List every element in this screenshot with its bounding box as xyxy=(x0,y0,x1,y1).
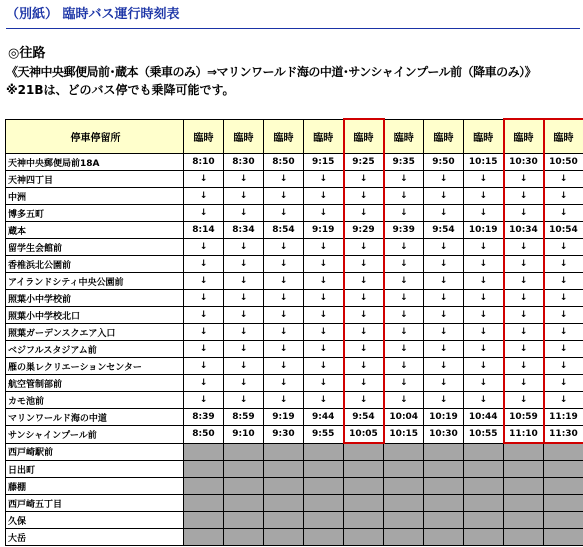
empty-cell xyxy=(344,443,384,461)
empty-cell xyxy=(464,529,504,546)
table-row xyxy=(6,307,583,324)
empty-cell xyxy=(544,529,583,546)
empty-cell xyxy=(424,495,464,512)
pass-arrow: ↓ xyxy=(184,205,224,222)
stop-name: サンシャインプール前 xyxy=(6,426,184,444)
empty-cell xyxy=(344,461,384,478)
pass-arrow: ↓ xyxy=(344,188,384,205)
pass-arrow: ↓ xyxy=(424,205,464,222)
stop-name: アイランドシティ中央公園前 xyxy=(6,273,184,290)
stop-name: 西戸崎五丁目 xyxy=(6,495,184,512)
pass-arrow: ↓ xyxy=(344,273,384,290)
departure-time: 10:30 xyxy=(424,426,464,444)
pass-arrow: ↓ xyxy=(224,273,264,290)
pass-arrow: ↓ xyxy=(224,171,264,188)
pass-arrow: ↓ xyxy=(304,273,344,290)
departure-time: 9:55 xyxy=(304,426,344,444)
stop-name: 照葉小中学校北口 xyxy=(6,307,184,324)
pass-arrow: ↓ xyxy=(304,307,344,324)
header-trip-9: 臨時 xyxy=(504,119,544,154)
pass-arrow: ↓ xyxy=(544,341,583,358)
stop-name: 雁の巣レクリエーションセンター xyxy=(6,358,184,375)
empty-cell xyxy=(304,495,344,512)
pass-arrow: ↓ xyxy=(344,341,384,358)
pass-arrow: ↓ xyxy=(544,290,583,307)
pass-arrow: ↓ xyxy=(344,171,384,188)
pass-arrow: ↓ xyxy=(544,205,583,222)
pass-arrow: ↓ xyxy=(264,256,304,273)
pass-arrow: ↓ xyxy=(504,307,544,324)
empty-cell xyxy=(544,495,583,512)
departure-time: 8:39 xyxy=(184,409,224,426)
pass-arrow: ↓ xyxy=(304,205,344,222)
pass-arrow: ↓ xyxy=(344,239,384,256)
empty-cell xyxy=(464,478,504,495)
pass-arrow: ↓ xyxy=(224,307,264,324)
pass-arrow: ↓ xyxy=(184,171,224,188)
empty-cell xyxy=(184,443,224,461)
empty-cell xyxy=(424,461,464,478)
pass-arrow: ↓ xyxy=(224,358,264,375)
pass-arrow: ↓ xyxy=(504,341,544,358)
stop-name: 照葉ガーデンスクエア入口 xyxy=(6,324,184,341)
empty-cell xyxy=(504,495,544,512)
empty-cell xyxy=(264,478,304,495)
pass-arrow: ↓ xyxy=(504,188,544,205)
departure-time: 11:30 xyxy=(544,426,583,444)
stop-name: 西戸崎駅前 xyxy=(6,443,184,461)
header-row xyxy=(6,119,583,154)
table-row xyxy=(6,290,583,307)
pass-arrow: ↓ xyxy=(424,392,464,409)
empty-cell xyxy=(544,512,583,529)
pass-arrow: ↓ xyxy=(344,307,384,324)
empty-cell xyxy=(184,461,224,478)
departure-time: 8:54 xyxy=(264,222,304,239)
table-row xyxy=(6,239,583,256)
pass-arrow: ↓ xyxy=(424,188,464,205)
pass-arrow: ↓ xyxy=(304,290,344,307)
pass-arrow: ↓ xyxy=(264,341,304,358)
pass-arrow: ↓ xyxy=(464,256,504,273)
empty-cell xyxy=(464,443,504,461)
empty-cell xyxy=(504,512,544,529)
empty-cell xyxy=(424,443,464,461)
pass-arrow: ↓ xyxy=(344,290,384,307)
departure-time: 9:30 xyxy=(264,426,304,444)
pass-arrow: ↓ xyxy=(504,358,544,375)
pass-arrow: ↓ xyxy=(464,358,504,375)
pass-arrow: ↓ xyxy=(184,341,224,358)
empty-cell xyxy=(184,495,224,512)
table-row xyxy=(6,478,583,495)
departure-time: 10:19 xyxy=(424,409,464,426)
pass-arrow: ↓ xyxy=(384,324,424,341)
departure-time: 9:29 xyxy=(344,222,384,239)
empty-cell xyxy=(264,512,304,529)
pass-arrow: ↓ xyxy=(384,256,424,273)
empty-cell xyxy=(184,529,224,546)
stop-name: 天神中央郵便局前18A xyxy=(6,154,184,171)
empty-cell xyxy=(344,478,384,495)
pass-arrow: ↓ xyxy=(384,290,424,307)
document-title: （別紙） 臨時バス運行時刻表 xyxy=(6,4,580,29)
pass-arrow: ↓ xyxy=(304,171,344,188)
pass-arrow: ↓ xyxy=(344,358,384,375)
pass-arrow: ↓ xyxy=(544,375,583,392)
empty-cell xyxy=(544,461,583,478)
departure-time: 9:25 xyxy=(344,154,384,171)
pass-arrow: ↓ xyxy=(464,273,504,290)
table-row xyxy=(6,256,583,273)
pass-arrow: ↓ xyxy=(224,205,264,222)
pass-arrow: ↓ xyxy=(504,205,544,222)
header-trip-7: 臨時 xyxy=(424,119,464,154)
departure-time: 10:55 xyxy=(464,426,504,444)
departure-time: 8:30 xyxy=(224,154,264,171)
departure-time: 10:50 xyxy=(544,154,583,171)
pass-arrow: ↓ xyxy=(384,239,424,256)
departure-time: 8:34 xyxy=(224,222,264,239)
pass-arrow: ↓ xyxy=(264,375,304,392)
pass-arrow: ↓ xyxy=(544,171,583,188)
pass-arrow: ↓ xyxy=(304,188,344,205)
pass-arrow: ↓ xyxy=(344,375,384,392)
empty-cell xyxy=(184,512,224,529)
empty-cell xyxy=(304,512,344,529)
stop-name: 香椎浜北公園前 xyxy=(6,256,184,273)
stop-name: 蔵本 xyxy=(6,222,184,239)
table-row xyxy=(6,358,583,375)
table-row xyxy=(6,426,583,444)
stop-name: カモ池前 xyxy=(6,392,184,409)
departure-time: 8:59 xyxy=(224,409,264,426)
pass-arrow: ↓ xyxy=(464,239,504,256)
pass-arrow: ↓ xyxy=(264,290,304,307)
stop-name: 照葉小中学校前 xyxy=(6,290,184,307)
pass-arrow: ↓ xyxy=(464,324,504,341)
empty-cell xyxy=(264,529,304,546)
pass-arrow: ↓ xyxy=(464,171,504,188)
pass-arrow: ↓ xyxy=(504,171,544,188)
pass-arrow: ↓ xyxy=(184,239,224,256)
stop-name: 藤棚 xyxy=(6,478,184,495)
header-trip-6: 臨時 xyxy=(384,119,424,154)
departure-time: 8:10 xyxy=(184,154,224,171)
departure-time: 10:05 xyxy=(344,426,384,444)
pass-arrow: ↓ xyxy=(344,324,384,341)
pass-arrow: ↓ xyxy=(384,273,424,290)
pass-arrow: ↓ xyxy=(504,239,544,256)
pass-arrow: ↓ xyxy=(384,205,424,222)
pass-arrow: ↓ xyxy=(344,205,384,222)
pass-arrow: ↓ xyxy=(264,324,304,341)
pass-arrow: ↓ xyxy=(384,171,424,188)
empty-cell xyxy=(384,512,424,529)
stop-name: マリンワールド海の中道 xyxy=(6,409,184,426)
pass-arrow: ↓ xyxy=(544,256,583,273)
empty-cell xyxy=(424,478,464,495)
table-row xyxy=(6,461,583,478)
empty-cell xyxy=(544,443,583,461)
pass-arrow: ↓ xyxy=(264,392,304,409)
pass-arrow: ↓ xyxy=(384,307,424,324)
pass-arrow: ↓ xyxy=(424,290,464,307)
pass-arrow: ↓ xyxy=(504,324,544,341)
departure-time: 9:44 xyxy=(304,409,344,426)
route-label: ◎往路 xyxy=(8,46,46,61)
empty-cell xyxy=(424,529,464,546)
empty-cell xyxy=(504,478,544,495)
header-trip-10: 臨時 xyxy=(544,119,583,154)
empty-cell xyxy=(464,461,504,478)
empty-cell xyxy=(424,512,464,529)
departure-time: 10:44 xyxy=(464,409,504,426)
stop-name: ベジフルスタジアム前 xyxy=(6,341,184,358)
departure-time: 10:15 xyxy=(384,426,424,444)
table-row xyxy=(6,512,583,529)
empty-cell xyxy=(344,495,384,512)
pass-arrow: ↓ xyxy=(224,290,264,307)
pass-arrow: ↓ xyxy=(464,341,504,358)
pass-arrow: ↓ xyxy=(224,341,264,358)
pass-arrow: ↓ xyxy=(264,171,304,188)
stop-name: 大岳 xyxy=(6,529,184,546)
table-row xyxy=(6,222,583,239)
header-trip-4: 臨時 xyxy=(304,119,344,154)
pass-arrow: ↓ xyxy=(264,205,304,222)
table-row xyxy=(6,392,583,409)
empty-cell xyxy=(464,495,504,512)
pass-arrow: ↓ xyxy=(424,239,464,256)
departure-time: 11:19 xyxy=(544,409,583,426)
table-row xyxy=(6,324,583,341)
empty-cell xyxy=(344,512,384,529)
pass-arrow: ↓ xyxy=(264,307,304,324)
empty-cell xyxy=(224,478,264,495)
pass-arrow: ↓ xyxy=(224,239,264,256)
pass-arrow: ↓ xyxy=(424,307,464,324)
pass-arrow: ↓ xyxy=(184,392,224,409)
pass-arrow: ↓ xyxy=(464,290,504,307)
empty-cell xyxy=(224,461,264,478)
pass-arrow: ↓ xyxy=(544,392,583,409)
pass-arrow: ↓ xyxy=(464,375,504,392)
pass-arrow: ↓ xyxy=(504,375,544,392)
table-row xyxy=(6,341,583,358)
pass-arrow: ↓ xyxy=(264,273,304,290)
departure-time: 9:35 xyxy=(384,154,424,171)
pass-arrow: ↓ xyxy=(544,273,583,290)
stop-name: 留学生会館前 xyxy=(6,239,184,256)
pass-arrow: ↓ xyxy=(184,324,224,341)
table-row xyxy=(6,529,583,546)
pass-arrow: ↓ xyxy=(384,358,424,375)
empty-cell xyxy=(224,443,264,461)
route-note: ※21Bは、どのバス停でも乗降可能です。 xyxy=(6,83,235,97)
departure-time: 9:19 xyxy=(304,222,344,239)
departure-time: 10:59 xyxy=(504,409,544,426)
empty-cell xyxy=(224,512,264,529)
empty-cell xyxy=(304,461,344,478)
route-description: 《天神中央郵便局前･蔵本（乗車のみ）⇒マリンワールド海の中道･サンシャインプール前（降車のみ）》 xyxy=(6,65,537,79)
pass-arrow: ↓ xyxy=(464,188,504,205)
departure-time: 10:54 xyxy=(544,222,583,239)
table-row xyxy=(6,205,583,222)
pass-arrow: ↓ xyxy=(264,188,304,205)
departure-time: 10:15 xyxy=(464,154,504,171)
pass-arrow: ↓ xyxy=(224,375,264,392)
departure-time: 9:50 xyxy=(424,154,464,171)
pass-arrow: ↓ xyxy=(304,239,344,256)
empty-cell xyxy=(544,478,583,495)
stop-name: 天神四丁目 xyxy=(6,171,184,188)
stop-name: 日出町 xyxy=(6,461,184,478)
pass-arrow: ↓ xyxy=(384,392,424,409)
pass-arrow: ↓ xyxy=(464,392,504,409)
departure-time: 9:54 xyxy=(344,409,384,426)
departure-time: 9:54 xyxy=(424,222,464,239)
departure-time: 8:50 xyxy=(264,154,304,171)
empty-cell xyxy=(224,495,264,512)
table-row xyxy=(6,409,583,426)
departure-time: 10:04 xyxy=(384,409,424,426)
pass-arrow: ↓ xyxy=(224,392,264,409)
pass-arrow: ↓ xyxy=(544,324,583,341)
pass-arrow: ↓ xyxy=(184,273,224,290)
pass-arrow: ↓ xyxy=(424,324,464,341)
departure-time: 9:10 xyxy=(224,426,264,444)
pass-arrow: ↓ xyxy=(344,256,384,273)
empty-cell xyxy=(304,443,344,461)
header-trip-3: 臨時 xyxy=(264,119,304,154)
pass-arrow: ↓ xyxy=(304,256,344,273)
departure-time: 9:15 xyxy=(304,154,344,171)
empty-cell xyxy=(264,495,304,512)
pass-arrow: ↓ xyxy=(304,358,344,375)
table-row xyxy=(6,443,583,461)
pass-arrow: ↓ xyxy=(384,341,424,358)
pass-arrow: ↓ xyxy=(464,307,504,324)
table-row xyxy=(6,154,583,171)
pass-arrow: ↓ xyxy=(424,256,464,273)
pass-arrow: ↓ xyxy=(184,256,224,273)
empty-cell xyxy=(384,529,424,546)
departure-time: 10:19 xyxy=(464,222,504,239)
departure-time: 11:10 xyxy=(504,426,544,444)
empty-cell xyxy=(344,529,384,546)
pass-arrow: ↓ xyxy=(384,188,424,205)
pass-arrow: ↓ xyxy=(544,188,583,205)
pass-arrow: ↓ xyxy=(504,392,544,409)
empty-cell xyxy=(504,443,544,461)
empty-cell xyxy=(504,461,544,478)
table-row xyxy=(6,171,583,188)
header-stop: 停車停留所 xyxy=(6,119,184,154)
empty-cell xyxy=(224,529,264,546)
departure-time: 8:14 xyxy=(184,222,224,239)
pass-arrow: ↓ xyxy=(424,375,464,392)
table-row xyxy=(6,188,583,205)
pass-arrow: ↓ xyxy=(184,358,224,375)
pass-arrow: ↓ xyxy=(424,358,464,375)
pass-arrow: ↓ xyxy=(304,341,344,358)
pass-arrow: ↓ xyxy=(184,375,224,392)
pass-arrow: ↓ xyxy=(544,358,583,375)
table-row xyxy=(6,495,583,512)
pass-arrow: ↓ xyxy=(544,239,583,256)
pass-arrow: ↓ xyxy=(184,290,224,307)
departure-time: 10:30 xyxy=(504,154,544,171)
pass-arrow: ↓ xyxy=(224,324,264,341)
header-trip-5: 臨時 xyxy=(344,119,384,154)
pass-arrow: ↓ xyxy=(184,307,224,324)
pass-arrow: ↓ xyxy=(424,341,464,358)
empty-cell xyxy=(384,461,424,478)
departure-time: 9:19 xyxy=(264,409,304,426)
stop-name: 中洲 xyxy=(6,188,184,205)
empty-cell xyxy=(384,495,424,512)
pass-arrow: ↓ xyxy=(504,290,544,307)
stop-name: 博多五町 xyxy=(6,205,184,222)
pass-arrow: ↓ xyxy=(424,171,464,188)
departure-time: 9:39 xyxy=(384,222,424,239)
pass-arrow: ↓ xyxy=(304,375,344,392)
departure-time: 8:50 xyxy=(184,426,224,444)
departure-time: 10:34 xyxy=(504,222,544,239)
pass-arrow: ↓ xyxy=(344,392,384,409)
table-row xyxy=(6,375,583,392)
pass-arrow: ↓ xyxy=(264,358,304,375)
table-row xyxy=(6,273,583,290)
pass-arrow: ↓ xyxy=(424,273,464,290)
empty-cell xyxy=(304,529,344,546)
empty-cell xyxy=(264,461,304,478)
empty-cell xyxy=(304,478,344,495)
pass-arrow: ↓ xyxy=(264,239,304,256)
empty-cell xyxy=(264,443,304,461)
pass-arrow: ↓ xyxy=(544,307,583,324)
pass-arrow: ↓ xyxy=(384,375,424,392)
pass-arrow: ↓ xyxy=(504,273,544,290)
stop-name: 航空管制部前 xyxy=(6,375,184,392)
empty-cell xyxy=(184,478,224,495)
pass-arrow: ↓ xyxy=(504,256,544,273)
pass-arrow: ↓ xyxy=(224,188,264,205)
pass-arrow: ↓ xyxy=(464,205,504,222)
pass-arrow: ↓ xyxy=(184,188,224,205)
empty-cell xyxy=(384,478,424,495)
header-trip-2: 臨時 xyxy=(224,119,264,154)
header-trip-8: 臨時 xyxy=(464,119,504,154)
header-trip-1: 臨時 xyxy=(184,119,224,154)
pass-arrow: ↓ xyxy=(304,324,344,341)
stop-name: 久保 xyxy=(6,512,184,529)
empty-cell xyxy=(384,443,424,461)
pass-arrow: ↓ xyxy=(304,392,344,409)
pass-arrow: ↓ xyxy=(224,256,264,273)
empty-cell xyxy=(464,512,504,529)
empty-cell xyxy=(504,529,544,546)
timetable xyxy=(5,118,583,546)
